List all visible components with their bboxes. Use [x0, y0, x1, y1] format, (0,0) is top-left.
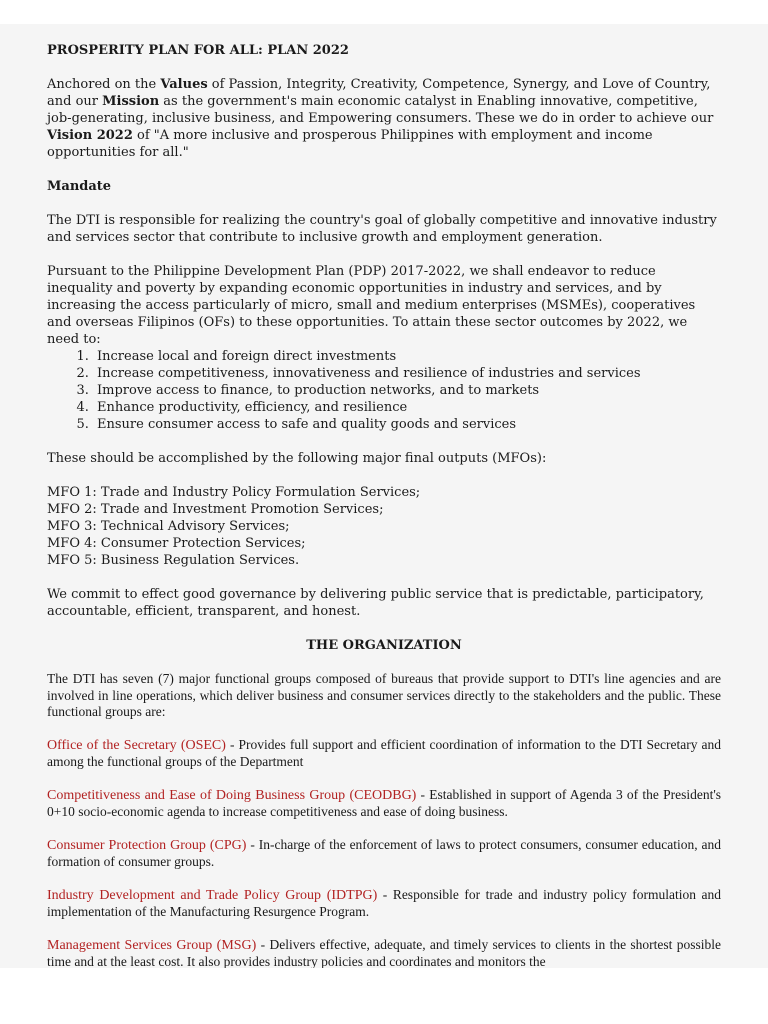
- group-entry: [47, 837, 721, 871]
- group-entry: [47, 787, 721, 821]
- mission-label: Mission: [102, 94, 160, 109]
- group-entry: [47, 887, 721, 921]
- organization-intro: The DTI has seven (7) major functional groups composed of bureaus that provide support to DTI's line agencies and are involved in line operations, which deliver business and consumer services directly to the stakeholders and the public. These functional groups are:: [47, 671, 721, 719]
- outcomes-list: [47, 348, 721, 433]
- group-description: - Responsible for trade and industry policy formulation and implementation of the Manufacturing Resurgence Program.: [47, 886, 721, 919]
- outcome-item: 1. Increase local and foreign direct investments: [93, 348, 721, 365]
- outcome-item: 4. Enhance productivity, efficiency, and resilience: [93, 399, 721, 416]
- values-label: Values: [160, 77, 208, 92]
- group-description: - Established in support of Agenda 3 of the President's 0+10 socio-economic agenda to increase competitiveness and ease of doing business.: [47, 786, 722, 819]
- outcome-item: 5. Ensure consumer access to safe and quality goods and services: [93, 416, 721, 433]
- mfo-list: [47, 484, 721, 569]
- intro-text-2: of Passion, Integrity, Creativity, Competence, Synergy, and Love of Country, and our: [47, 77, 711, 109]
- pdp-paragraph: Pursuant to the Philippine Development Plan (PDP) 2017-2022, we shall endeavor to reduce inequality and poverty by expanding economic opportunities in industry and services, and by increasing the access particularly of micro, small and medium enterprises (MSMEs), cooperatives and overseas Filipinos (OFs) to these opportunities. To attain these sector outcomes by 2022, we need to:: [47, 264, 696, 347]
- mfo-item: MFO 2: Trade and Investment Promotion Services;: [47, 502, 384, 517]
- group-entry: [47, 737, 721, 771]
- mandate-paragraph: The DTI is responsible for realizing the country's goal of globally competitive and innovative industry and services sector that contribute to inclusive growth and employment generation.: [47, 213, 717, 245]
- intro-text-4: of "A more inclusive and prosperous Philippines with employment and income opportunities for all.": [47, 128, 653, 160]
- group-description: - In-charge of the enforcement of laws to protect consumers, consumer education, and formation of consumer groups.: [47, 836, 721, 869]
- mfo-item: MFO 3: Technical Advisory Services;: [47, 519, 290, 534]
- mandate-heading: Mandate: [47, 179, 112, 194]
- group-name: Office of the Secretary (OSEC): [47, 737, 226, 753]
- group-name: Competitiveness and Ease of Doing Business Group (CEODBG): [47, 787, 417, 803]
- document-title: PROSPERITY PLAN FOR ALL: PLAN 2022: [47, 43, 349, 58]
- group-description: - Provides full support and efficient coordination of information to the DTI Secretary and among the functional groups of the Department: [47, 736, 721, 769]
- intro-text-1: Anchored on the: [47, 77, 161, 92]
- organization-heading: THE ORGANIZATION: [306, 638, 462, 653]
- group-name: Industry Development and Trade Policy Group (IDTPG): [47, 887, 378, 903]
- outcome-item: 2. Increase competitiveness, innovativeness and resilience of industries and services: [93, 365, 721, 382]
- group-name: Consumer Protection Group (CPG): [47, 837, 247, 853]
- mfo-item: MFO 4: Consumer Protection Services;: [47, 536, 306, 551]
- vision-label: Vision 2022: [47, 128, 133, 143]
- intro-text-3: as the government's main economic catalyst in Enabling innovative, competitive, job-generating, inclusive business, and Empowering consumers. These we do in order to achieve our: [47, 94, 714, 126]
- group-entry: [47, 937, 721, 969]
- mfo-item: MFO 5: Business Regulation Services.: [47, 553, 300, 568]
- group-description: - Delivers effective, adequate, and timely services to clients in the shortest possible time and at the least cost. It also provides industry policies and coordinates and monitors the: [47, 936, 721, 968]
- mfo-intro: These should be accomplished by the following major final outputs (MFOs):: [47, 451, 547, 466]
- document-content: [47, 42, 721, 968]
- document-page: [0, 24, 768, 968]
- mfo-item: MFO 1: Trade and Industry Policy Formulation Services;: [47, 485, 421, 500]
- intro-paragraph: [47, 76, 721, 161]
- group-name: Management Services Group (MSG): [47, 937, 257, 953]
- outcome-item: 3. Improve access to finance, to production networks, and to markets: [93, 382, 721, 399]
- commit-paragraph: We commit to effect good governance by delivering public service that is predictable, participatory, accountable, efficient, transparent, and honest.: [47, 587, 704, 619]
